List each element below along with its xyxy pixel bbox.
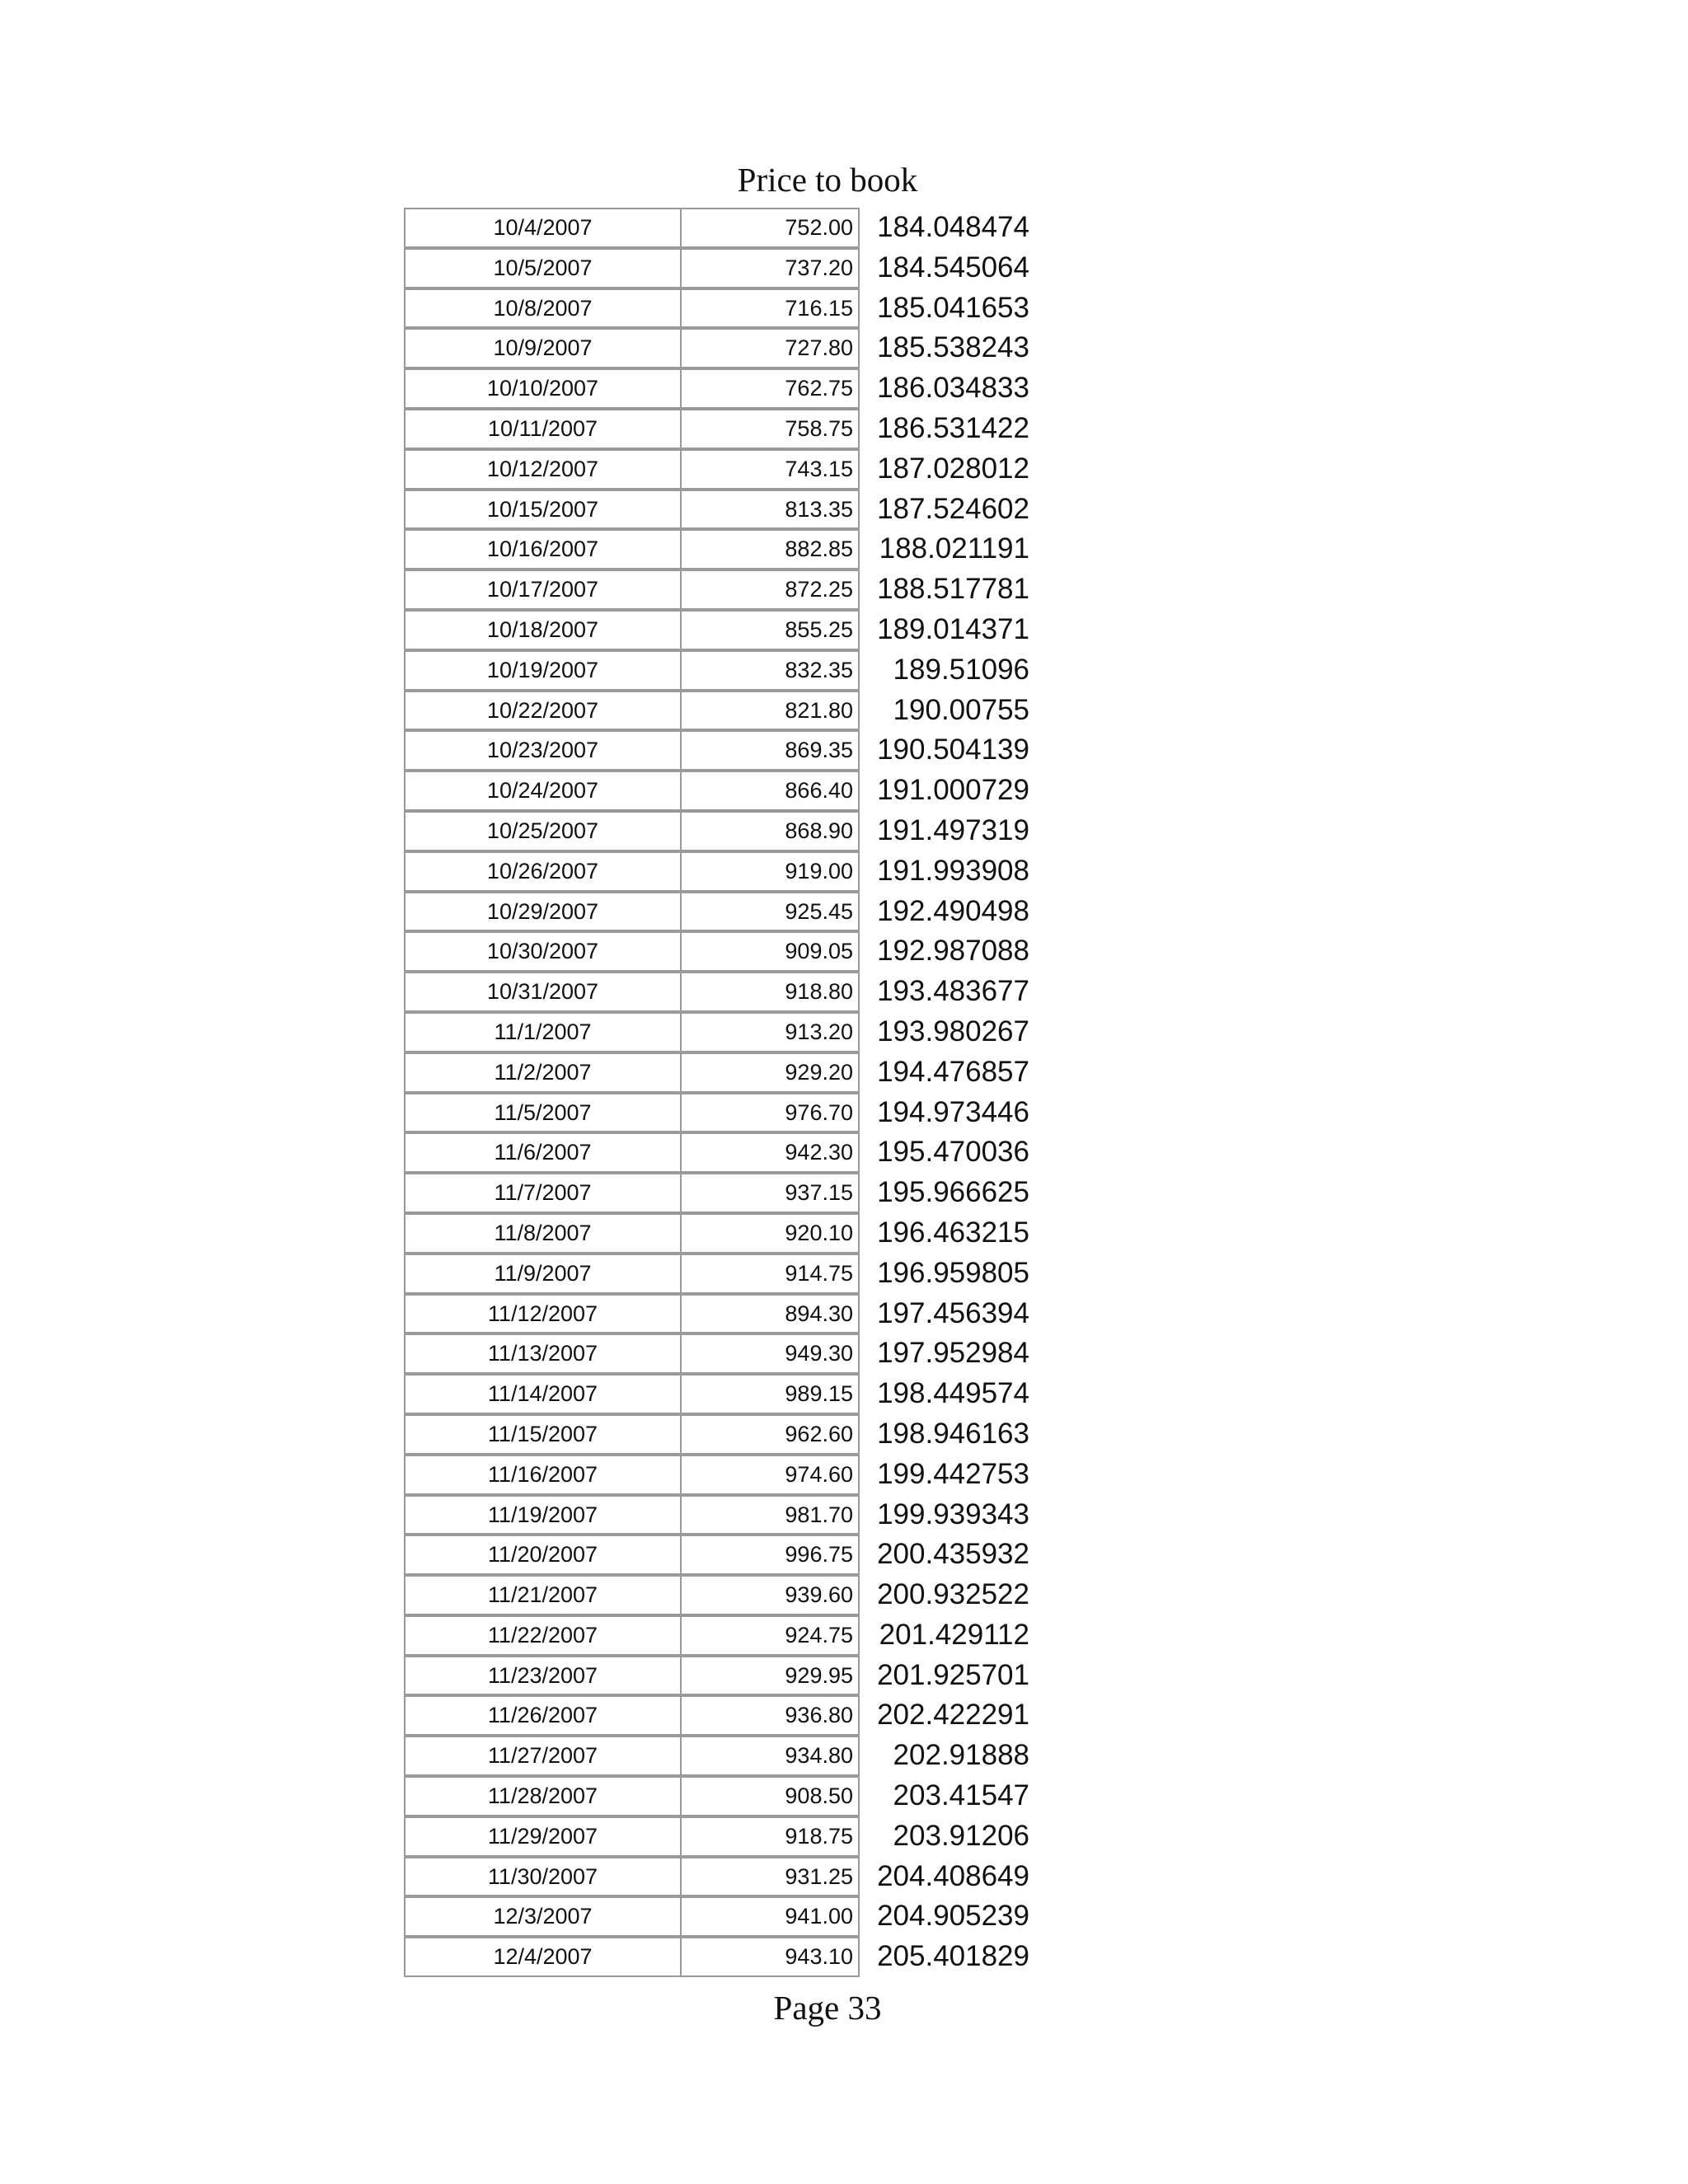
ratio-value: 200.932522 xyxy=(877,1578,1029,1611)
price-cell: 942.30 xyxy=(680,1132,860,1173)
price-cell: 936.80 xyxy=(680,1695,860,1736)
table-row xyxy=(0,1695,1688,1736)
ratio-value: 198.946163 xyxy=(877,1417,1029,1450)
price-cell: 737.20 xyxy=(680,248,860,288)
price-cell: 813.35 xyxy=(680,490,860,530)
ratio-value: 191.000729 xyxy=(877,774,1029,807)
table-row xyxy=(0,1254,1688,1294)
price-cell: 989.15 xyxy=(680,1374,860,1414)
table-row xyxy=(0,1736,1688,1776)
table-row xyxy=(0,1052,1688,1093)
ratio-value: 185.538243 xyxy=(877,331,1029,364)
table-row xyxy=(0,1896,1688,1937)
ratio-value: 191.993908 xyxy=(877,854,1029,887)
price-cell: 913.20 xyxy=(680,1012,860,1052)
table-row xyxy=(0,1294,1688,1334)
date-cell: 10/24/2007 xyxy=(404,771,682,811)
table-row xyxy=(0,1575,1688,1615)
date-cell: 12/3/2007 xyxy=(404,1896,682,1937)
table-row xyxy=(0,1937,1688,1977)
table-row xyxy=(0,490,1688,530)
page-number: Page 33 xyxy=(773,1989,882,2027)
date-cell: 11/6/2007 xyxy=(404,1132,682,1173)
price-cell: 758.75 xyxy=(680,409,860,449)
ratio-value: 184.048474 xyxy=(877,211,1029,243)
ratio-value: 204.905239 xyxy=(877,1900,1029,1933)
ratio-value: 189.51096 xyxy=(893,653,1029,686)
ratio-value: 193.980267 xyxy=(877,1015,1029,1047)
page-title: Price to book xyxy=(737,161,918,199)
price-cell: 821.80 xyxy=(680,691,860,731)
table-row xyxy=(0,892,1688,932)
table-row xyxy=(0,368,1688,409)
date-cell: 11/20/2007 xyxy=(404,1535,682,1575)
ratio-value: 190.00755 xyxy=(893,693,1029,726)
price-cell: 762.75 xyxy=(680,368,860,409)
table-row xyxy=(0,328,1688,368)
ratio-value: 193.483677 xyxy=(877,975,1029,1008)
date-cell: 10/11/2007 xyxy=(404,409,682,449)
table-row xyxy=(0,1093,1688,1133)
price-cell: 920.10 xyxy=(680,1213,860,1254)
date-cell: 10/19/2007 xyxy=(404,650,682,691)
price-cell: 727.80 xyxy=(680,328,860,368)
price-cell: 832.35 xyxy=(680,650,860,691)
date-cell: 10/18/2007 xyxy=(404,610,682,650)
table-row xyxy=(0,1656,1688,1696)
price-cell: 918.75 xyxy=(680,1816,860,1857)
table-row xyxy=(0,1132,1688,1173)
price-cell: 919.00 xyxy=(680,851,860,892)
date-cell: 11/1/2007 xyxy=(404,1012,682,1052)
ratio-value: 205.401829 xyxy=(877,1940,1029,1973)
table-row xyxy=(0,972,1688,1012)
table-row xyxy=(0,771,1688,811)
table-row xyxy=(0,811,1688,851)
ratio-value: 189.014371 xyxy=(877,612,1029,645)
table-row xyxy=(0,208,1688,248)
price-cell: 929.20 xyxy=(680,1052,860,1093)
ratio-value: 188.517781 xyxy=(877,573,1029,606)
table-row xyxy=(0,569,1688,610)
ratio-value: 192.490498 xyxy=(877,894,1029,927)
ratio-value: 197.456394 xyxy=(877,1296,1029,1329)
table-row xyxy=(0,1173,1688,1213)
ratio-value: 185.041653 xyxy=(877,291,1029,324)
date-cell: 11/21/2007 xyxy=(404,1575,682,1615)
price-cell: 894.30 xyxy=(680,1294,860,1334)
price-cell: 939.60 xyxy=(680,1575,860,1615)
price-cell: 925.45 xyxy=(680,892,860,932)
date-cell: 10/15/2007 xyxy=(404,490,682,530)
price-cell: 716.15 xyxy=(680,288,860,329)
date-cell: 11/27/2007 xyxy=(404,1736,682,1776)
date-cell: 11/5/2007 xyxy=(404,1093,682,1133)
price-cell: 866.40 xyxy=(680,771,860,811)
table-row xyxy=(0,1213,1688,1254)
date-cell: 11/19/2007 xyxy=(404,1495,682,1535)
price-cell: 924.75 xyxy=(680,1615,860,1656)
table-row xyxy=(0,1776,1688,1816)
table-row xyxy=(0,1535,1688,1575)
date-cell: 10/30/2007 xyxy=(404,931,682,972)
table-row xyxy=(0,730,1688,771)
date-cell: 11/7/2007 xyxy=(404,1173,682,1213)
table-row xyxy=(0,1333,1688,1374)
date-cell: 11/12/2007 xyxy=(404,1294,682,1334)
table-row xyxy=(0,1857,1688,1897)
ratio-value: 202.91888 xyxy=(893,1739,1029,1772)
date-cell: 11/29/2007 xyxy=(404,1816,682,1857)
ratio-value: 202.422291 xyxy=(877,1699,1029,1732)
ratio-value: 195.470036 xyxy=(877,1136,1029,1169)
price-cell: 934.80 xyxy=(680,1736,860,1776)
ratio-value: 188.021191 xyxy=(879,532,1029,565)
price-cell: 914.75 xyxy=(680,1254,860,1294)
price-cell: 752.00 xyxy=(680,208,860,248)
ratio-value: 192.987088 xyxy=(877,935,1029,968)
date-cell: 11/2/2007 xyxy=(404,1052,682,1093)
date-cell: 10/29/2007 xyxy=(404,892,682,932)
table-row xyxy=(0,610,1688,650)
price-cell: 996.75 xyxy=(680,1535,860,1575)
price-cell: 743.15 xyxy=(680,449,860,490)
table-row xyxy=(0,1012,1688,1052)
table-row xyxy=(0,650,1688,691)
price-table xyxy=(0,208,1688,1977)
date-cell: 10/25/2007 xyxy=(404,811,682,851)
table-row xyxy=(0,931,1688,972)
ratio-value: 200.435932 xyxy=(877,1538,1029,1571)
price-cell: 937.15 xyxy=(680,1173,860,1213)
ratio-value: 186.034833 xyxy=(877,372,1029,405)
table-row xyxy=(0,1414,1688,1455)
date-cell: 10/8/2007 xyxy=(404,288,682,329)
date-cell: 10/16/2007 xyxy=(404,529,682,569)
ratio-value: 194.973446 xyxy=(877,1095,1029,1128)
date-cell: 10/5/2007 xyxy=(404,248,682,288)
table-row xyxy=(0,851,1688,892)
table-row xyxy=(0,1495,1688,1535)
ratio-value: 201.925701 xyxy=(877,1658,1029,1691)
date-cell: 11/28/2007 xyxy=(404,1776,682,1816)
date-cell: 11/16/2007 xyxy=(404,1455,682,1495)
price-cell: 976.70 xyxy=(680,1093,860,1133)
date-cell: 11/23/2007 xyxy=(404,1656,682,1696)
ratio-value: 194.476857 xyxy=(877,1055,1029,1088)
table-row xyxy=(0,1615,1688,1656)
date-cell: 11/30/2007 xyxy=(404,1857,682,1897)
price-cell: 855.25 xyxy=(680,610,860,650)
date-cell: 10/10/2007 xyxy=(404,368,682,409)
date-cell: 10/31/2007 xyxy=(404,972,682,1012)
ratio-value: 204.408649 xyxy=(877,1859,1029,1892)
ratio-value: 196.959805 xyxy=(877,1256,1029,1289)
price-cell: 981.70 xyxy=(680,1495,860,1535)
table-row xyxy=(0,409,1688,449)
ratio-value: 187.524602 xyxy=(877,492,1029,525)
date-cell: 10/4/2007 xyxy=(404,208,682,248)
ratio-value: 184.545064 xyxy=(877,251,1029,284)
price-cell: 931.25 xyxy=(680,1857,860,1897)
table-row xyxy=(0,248,1688,288)
date-cell: 11/22/2007 xyxy=(404,1615,682,1656)
table-row xyxy=(0,1455,1688,1495)
ratio-value: 199.939343 xyxy=(877,1497,1029,1530)
price-cell: 882.85 xyxy=(680,529,860,569)
ratio-value: 191.497319 xyxy=(877,813,1029,846)
price-cell: 929.95 xyxy=(680,1656,860,1696)
price-cell: 974.60 xyxy=(680,1455,860,1495)
table-row xyxy=(0,288,1688,329)
price-cell: 872.25 xyxy=(680,569,860,610)
date-cell: 10/22/2007 xyxy=(404,691,682,731)
ratio-value: 186.531422 xyxy=(877,411,1029,444)
date-cell: 11/13/2007 xyxy=(404,1333,682,1374)
date-cell: 10/26/2007 xyxy=(404,851,682,892)
date-cell: 10/23/2007 xyxy=(404,730,682,771)
ratio-value: 199.442753 xyxy=(877,1457,1029,1490)
table-row xyxy=(0,449,1688,490)
date-cell: 11/8/2007 xyxy=(404,1213,682,1254)
date-cell: 11/15/2007 xyxy=(404,1414,682,1455)
price-cell: 941.00 xyxy=(680,1896,860,1937)
date-cell: 11/14/2007 xyxy=(404,1374,682,1414)
ratio-value: 190.504139 xyxy=(877,733,1029,766)
ratio-value: 195.966625 xyxy=(877,1176,1029,1209)
price-cell: 868.90 xyxy=(680,811,860,851)
ratio-value: 203.91206 xyxy=(893,1819,1029,1852)
date-cell: 12/4/2007 xyxy=(404,1937,682,1977)
ratio-value: 197.952984 xyxy=(877,1337,1029,1370)
ratio-value: 198.449574 xyxy=(877,1377,1029,1410)
ratio-value: 196.463215 xyxy=(877,1216,1029,1249)
price-cell: 949.30 xyxy=(680,1333,860,1374)
date-cell: 10/12/2007 xyxy=(404,449,682,490)
price-cell: 918.80 xyxy=(680,972,860,1012)
price-cell: 908.50 xyxy=(680,1776,860,1816)
date-cell: 10/17/2007 xyxy=(404,569,682,610)
ratio-value: 187.028012 xyxy=(877,452,1029,485)
table-row xyxy=(0,691,1688,731)
price-cell: 943.10 xyxy=(680,1937,860,1977)
price-cell: 869.35 xyxy=(680,730,860,771)
date-cell: 10/9/2007 xyxy=(404,328,682,368)
table-row xyxy=(0,1374,1688,1414)
ratio-value: 203.41547 xyxy=(893,1779,1029,1812)
price-cell: 962.60 xyxy=(680,1414,860,1455)
date-cell: 11/9/2007 xyxy=(404,1254,682,1294)
table-row xyxy=(0,529,1688,569)
table-row xyxy=(0,1816,1688,1857)
date-cell: 11/26/2007 xyxy=(404,1695,682,1736)
ratio-value: 201.429112 xyxy=(879,1618,1029,1651)
price-cell: 909.05 xyxy=(680,931,860,972)
